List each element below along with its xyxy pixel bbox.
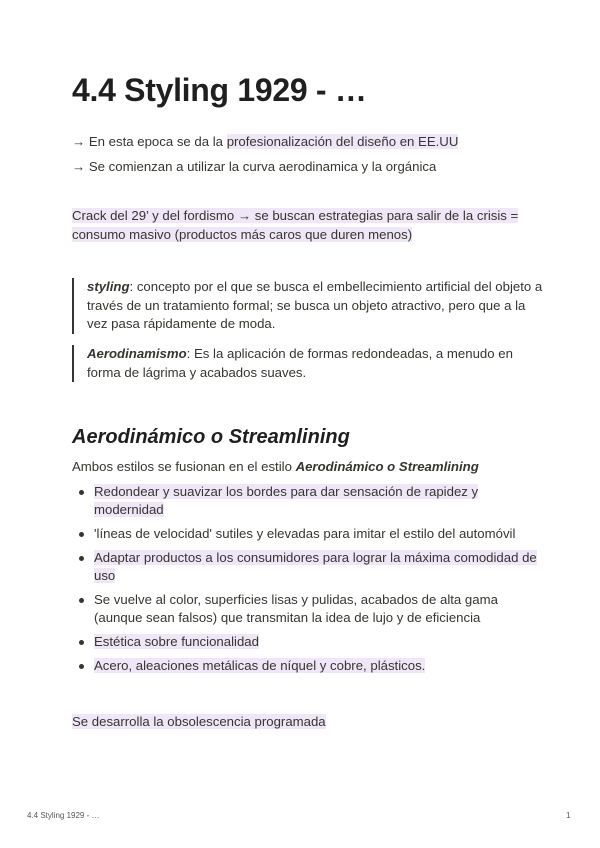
section-intro <box>72 458 479 476</box>
list-item-highlight: Estética sobre funcionalidad <box>94 634 259 649</box>
list-item <box>72 591 542 627</box>
list-item <box>72 633 542 651</box>
bullet-list <box>72 483 542 681</box>
quote-styling-text: : concepto por el que se busca el embellecimiento artificial del objeto a través de un tratamiento formal; se busca un objeto atractivo, pero que a la vez pasa rápidamente de moda. <box>87 279 543 331</box>
intro-line-1-text: → En esta epoca se da la <box>72 134 227 149</box>
intro-line-1 <box>72 133 458 151</box>
list-item <box>72 657 542 675</box>
list-item-highlight: Adaptar productos a los consumidores para lograr la máxima comodidad de uso <box>94 550 537 583</box>
quote-aerodinamismo-term: Aerodinamismo <box>87 346 187 361</box>
intro-line-2: → Se comienzan a utilizar la curva aerodinamica y la orgánica <box>72 159 437 174</box>
list-item <box>72 549 542 585</box>
crack-text: Crack del 29’ y del fordismo → se buscan estrategias para salir de la crisis = consumo masivo (productos más caros que duren menos) <box>72 208 519 242</box>
section-intro-text: Ambos estilos se fusionan en el estilo <box>72 459 296 474</box>
list-item <box>72 483 542 519</box>
crack-paragraph <box>72 207 532 244</box>
section-heading: Aerodinámico o Streamlining <box>72 426 350 448</box>
quote-styling-term: styling <box>87 279 130 294</box>
quote-aerodinamismo <box>72 345 547 382</box>
page-number: 1 <box>566 811 571 820</box>
closing-text: Se desarrolla la obsolescencia programada <box>72 714 326 729</box>
closing-line <box>72 713 326 731</box>
list-item-highlight: Acero, aleaciones metálicas de níquel y cobre, plásticos. <box>94 658 426 673</box>
section-intro-term: Aerodinámico o Streamlining <box>295 459 479 474</box>
page-title: 4.4 Styling 1929 - … <box>72 72 367 108</box>
quote-styling <box>72 278 547 334</box>
list-item-text: 'líneas de velocidad' sutiles y elevadas para imitar el estilo del automóvil <box>94 526 516 541</box>
list-item-text: Se vuelve al color, superficies lisas y pulidas, acabados de alta gama (aunque sean falsos) que transmitan la idea de lujo y de eficiencia <box>94 592 498 625</box>
list-item <box>72 525 542 543</box>
footer-title: 4.4 Styling 1929 - … <box>27 811 100 820</box>
quote-aerodinamismo-text: : Es la aplicación de formas redondeadas, a menudo en forma de lágrima y acabados suaves. <box>87 346 513 380</box>
list-item-highlight: Redondear y suavizar los bordes para dar sensación de rapidez y modernidad <box>94 484 479 517</box>
intro-line-1-highlight: profesionalización del diseño en EE.UU <box>226 134 459 149</box>
